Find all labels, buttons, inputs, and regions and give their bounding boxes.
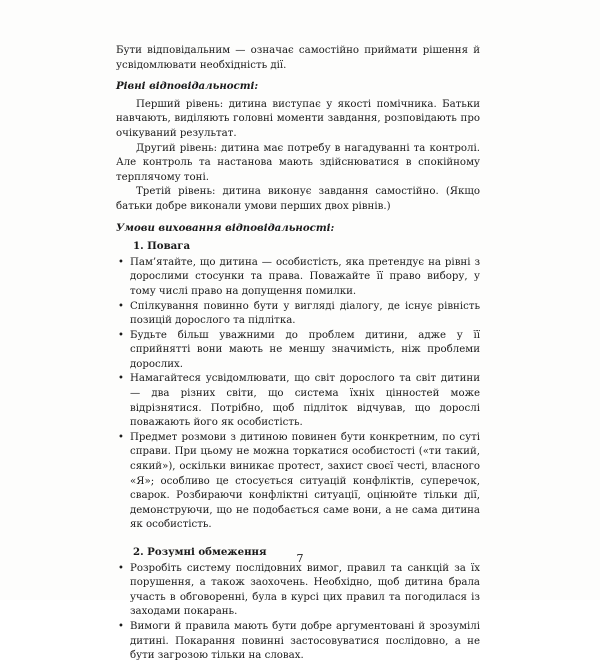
list-item-text: Пам’ятайте, що дитина — особистість, яка претендує на рівні з дорослими стосунки та права. Поважайте її право вибору, у тому числі право на допущення помилки.	[130, 256, 480, 297]
level-paragraph: Третій рівень: дитина виконує завдання самостійно. (Якщо батьки добре виконали умови перших двох рівнів.)	[116, 186, 480, 212]
section-title-respect: 1. Повага	[133, 240, 191, 253]
limits-bullet-list	[116, 562, 480, 664]
list-item	[116, 620, 480, 664]
list-item	[116, 329, 480, 373]
bullet-icon: •	[118, 431, 124, 443]
list-item	[116, 372, 480, 430]
list-item-text: Будьте більш уважними до проблем дитини, адже у її сприйнятті вони мають не меншу значимість, ніж проблеми дорослих.	[130, 329, 480, 370]
bullet-icon: •	[118, 620, 124, 632]
bullet-icon: •	[118, 300, 124, 312]
list-item	[116, 256, 480, 300]
section-title-limits: 2. Розумні обмеження	[133, 546, 267, 558]
bullet-icon: •	[118, 562, 124, 574]
section-spacer	[116, 533, 480, 541]
level-paragraph: Другий рівень: дитина має потребу в нагадуванні та контролі. Але контроль та настанова мають здійснюватися в спокійному терплячому тоні.	[116, 142, 480, 183]
list-item	[116, 562, 480, 620]
bullet-icon: •	[118, 373, 124, 385]
level-paragraph: Перший рівень: дитина виступає у якості помічника. Батьки навчають, виділяють головні моменти завдання, розповідають про очікуваний результат.	[116, 98, 480, 139]
list-item-text: Предмет розмови з дитиною повинен бути конкретним, по суті справи. При цьому не можна торкатися особистості («ти такий, сякий»), оскільки виникає протест, захист своєї честі, власного «Я»; особливо це стосується ситуацій конфліктів, суперечок, сварок. Розбираючи конфліктні ситуації, оцінюйте тільки дії, демонструючи, що не подобається саме вони, а не сама дитина як особистість.	[130, 431, 480, 531]
responsibility-definition: Бути відповідальним — означає самостійно приймати рішення й усвідомлювати необхідність дії.	[116, 45, 480, 71]
bullet-icon: •	[118, 256, 124, 268]
bullet-icon: •	[118, 329, 124, 341]
page-content	[116, 44, 480, 664]
list-item	[116, 431, 480, 533]
list-item-text: Намагайтеся усвідомлювати, що світ дорослого та світ дитини — два різних світи, що система їхніх цінностей може відрізнятися. Потрібно, щоб підліток відчував, що дорослі поважають його як особистість.	[130, 373, 480, 429]
list-item-text: Спілкування повинно бути у вигляді діалогу, де існує рівність позицій дорослого та підлітка.	[130, 300, 480, 327]
respect-bullet-list	[116, 256, 480, 533]
conditions-heading: Умови виховання відповідальності:	[116, 221, 335, 234]
page-number: 7	[296, 552, 304, 565]
list-item-text: Вимоги й правила мають бути добре аргументовані й зрозумілі дитині. Покарання повинні застосовуватися послідовно, а не бути загрозою тільки на словах.	[130, 620, 480, 662]
list-item-text: Розробіть систему послідовних вимог, правил та санкцій за їх порушення, а також заохочень. Необхідно, щоб дитина брала участь в обговоренні, була в курсі цих правил та погодилася із заходами покарань.	[130, 562, 480, 618]
levels-heading: Рівні відповідальності:	[116, 80, 259, 93]
list-item	[116, 300, 480, 329]
